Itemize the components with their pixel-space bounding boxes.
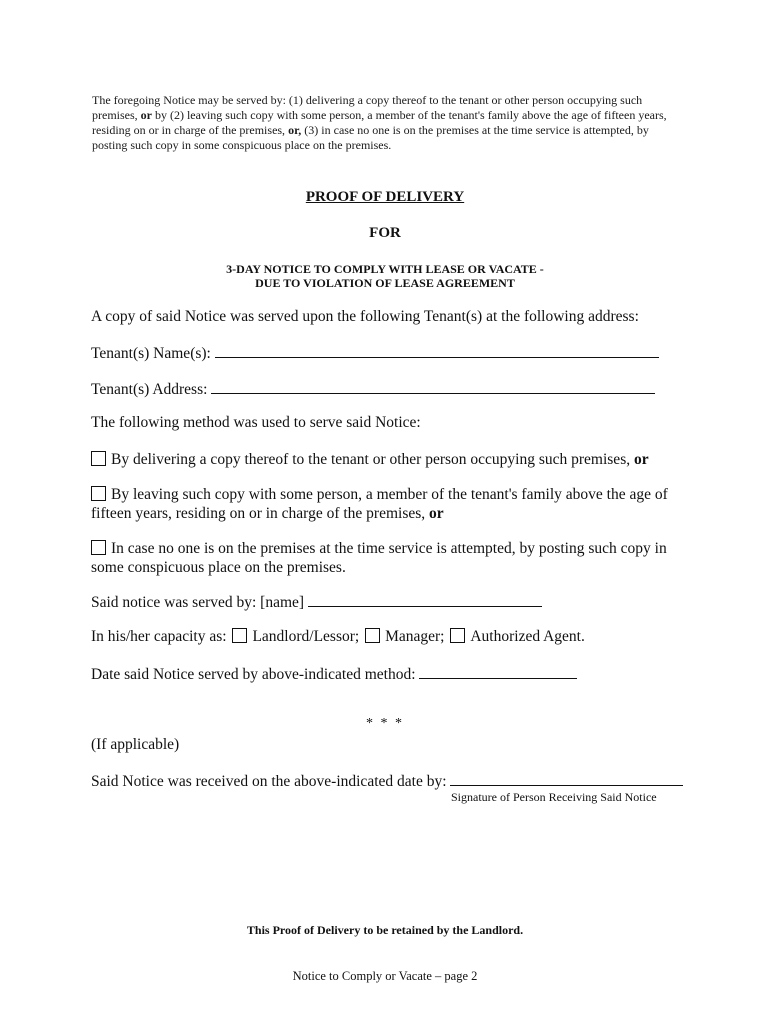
- manager-label: Manager;: [385, 628, 445, 645]
- served-by-field[interactable]: [308, 592, 542, 607]
- date-served-row: [91, 664, 577, 684]
- page-title: PROOF OF DELIVERY: [305, 189, 465, 205]
- tenant-names-field[interactable]: [215, 343, 659, 358]
- method-1-text: By delivering a copy thereof to the tenant or other person occupying such premises,: [111, 451, 631, 468]
- intro-or-1: or: [140, 108, 152, 122]
- tenant-names-label: Tenant(s) Name(s):: [91, 345, 211, 362]
- intro-paragraph: [92, 93, 682, 153]
- method-2-or: or: [429, 505, 444, 522]
- served-by-label: Said notice was served by: [name]: [91, 594, 305, 611]
- tenant-names-row: [91, 343, 659, 363]
- method-option-2: [91, 485, 691, 523]
- served-statement: A copy of said Notice was served upon the following Tenant(s) at the following address:: [91, 308, 639, 325]
- page-footer: Notice to Comply or Vacate – page 2: [292, 969, 478, 983]
- title-for: FOR: [369, 225, 401, 241]
- subtitle-line-2: DUE TO VIOLATION OF LEASE AGREEMENT: [255, 276, 515, 290]
- method-option-3: [91, 539, 691, 577]
- signature-caption: Signature of Person Receiving Said Notice: [451, 790, 657, 804]
- method-label: The following method was used to serve said Notice:: [91, 414, 421, 431]
- separator-stars: * * *: [366, 716, 404, 731]
- intro-or-2: or,: [288, 123, 302, 137]
- landlord-label: Landlord/Lessor;: [252, 628, 360, 645]
- signature-field[interactable]: [450, 771, 683, 786]
- received-row: [91, 771, 683, 791]
- method-3-checkbox[interactable]: [91, 540, 106, 555]
- date-served-field[interactable]: [419, 664, 577, 679]
- tenant-address-field[interactable]: [211, 379, 655, 394]
- intro-text-2: by (2) leaving such copy with some person, a member of the tenant's family above the age of fifteen years, residing on or in charge of the premises,: [92, 108, 667, 137]
- intro-text-3: (3) in case no one is on the premises at the time service is attempted, by posting such copy in some conspicuous place on the premises.: [92, 123, 649, 152]
- served-by-row: [91, 592, 542, 612]
- agent-checkbox[interactable]: [450, 628, 465, 643]
- subtitle: [0, 262, 770, 290]
- retain-note: This Proof of Delivery to be retained by the Landlord.: [246, 923, 524, 937]
- method-3-text: In case no one is on the premises at the time service is attempted, by posting such copy in some conspicuous place on the premises.: [91, 540, 667, 576]
- method-1-checkbox[interactable]: [91, 451, 106, 466]
- manager-checkbox[interactable]: [365, 628, 380, 643]
- method-1-or: or: [633, 451, 649, 468]
- method-option-1: [91, 450, 691, 469]
- agent-label: Authorized Agent.: [470, 628, 585, 645]
- tenant-address-row: [91, 379, 655, 399]
- tenant-address-label: Tenant(s) Address:: [91, 381, 208, 398]
- landlord-checkbox[interactable]: [232, 628, 247, 643]
- subtitle-line-1: 3-DAY NOTICE TO COMPLY WITH LEASE OR VACATE -: [226, 262, 544, 276]
- intro-text-1: The foregoing Notice may be served by: (1) delivering a copy thereof to the tenant or other person occupying such premises,: [92, 93, 643, 122]
- method-2-checkbox[interactable]: [91, 486, 106, 501]
- if-applicable: (If applicable): [91, 736, 180, 753]
- capacity-label: In his/her capacity as:: [91, 628, 227, 645]
- capacity-row: [91, 628, 585, 646]
- method-2-text: By leaving such copy with some person, a member of the tenant's family above the age of fifteen years, residing on or in charge of the premises,: [91, 486, 668, 522]
- date-served-label: Date said Notice served by above-indicated method:: [91, 666, 416, 683]
- received-label: Said Notice was received on the above-indicated date by:: [91, 773, 447, 790]
